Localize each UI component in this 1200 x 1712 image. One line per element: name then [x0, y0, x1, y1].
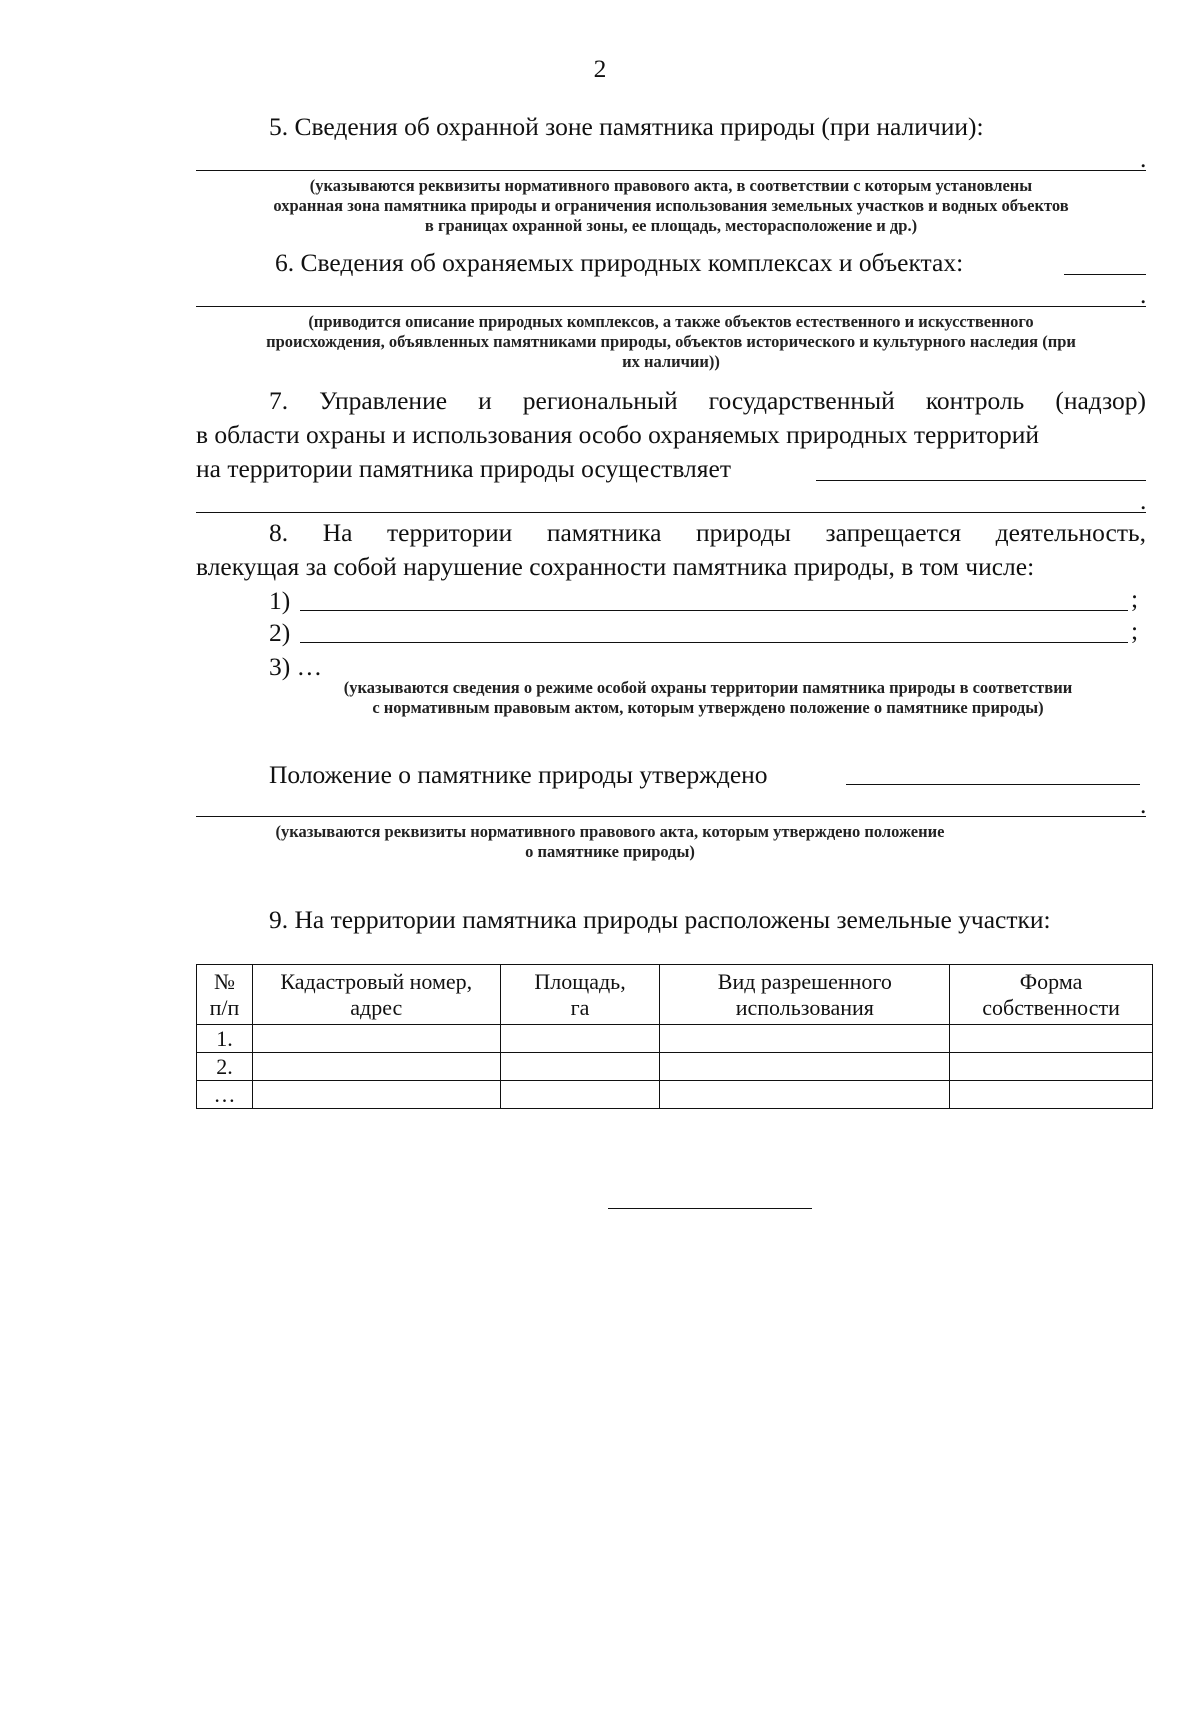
table-cell [950, 1025, 1153, 1053]
section-6-heading: 6. Сведения об охраняемых природных комплексах и объектах: [275, 248, 964, 277]
fill-line [300, 610, 1128, 611]
table-cell [252, 1025, 500, 1053]
note-line: происхождения, объявленных памятниками природы, объектов исторического и культурного наследия (при [266, 332, 1076, 351]
land-plots-table [196, 964, 1153, 1109]
table-header-row [197, 965, 1153, 1025]
table-cell [950, 1081, 1153, 1109]
table-cell: … [197, 1081, 253, 1109]
fill-line [1064, 274, 1146, 275]
table-cell: 2. [197, 1053, 253, 1081]
section-7-line: в области охраны и использования особо охраняемых природных территорий [196, 420, 1040, 449]
approval-text: Положение о памятнике природы утверждено [269, 760, 768, 789]
end-period: . [1140, 790, 1147, 819]
list-item-marker: 3) … [269, 652, 323, 681]
section-9-heading: 9. На территории памятника природы расположены земельные участки: [269, 905, 1051, 934]
fill-line [196, 816, 1146, 817]
header-area: Площадь, га [500, 965, 660, 1025]
header-ownership: Форма собственности [950, 965, 1153, 1025]
header-number: № п/п [197, 965, 253, 1025]
note-line: (указываются реквизиты нормативного правового акта, которым утверждено положение [275, 822, 945, 841]
table-cell [252, 1053, 500, 1081]
approval-note [230, 822, 990, 862]
fill-line [196, 170, 1146, 171]
item-semicolon: ; [1131, 584, 1139, 613]
list-item-marker: 2) [269, 618, 291, 647]
section-8-line: 8. На территории памятника природы запрещается деятельность, [269, 518, 1146, 547]
end-divider [608, 1208, 812, 1209]
section-7-line: 7. Управление и региональный государственный контроль (надзор) [269, 386, 1146, 415]
note-line: (указываются реквизиты нормативного правового акта, в соответствии с которым установлены [309, 176, 1033, 195]
fill-line [196, 512, 1146, 513]
table-row [197, 1081, 1153, 1109]
table-cell [660, 1053, 950, 1081]
section-8-note [270, 678, 1146, 718]
note-line: с нормативным правовым актом, которым утверждено положение о памятнике природы) [372, 698, 1044, 717]
note-line: их наличии)) [622, 352, 720, 371]
header-cadastral: Кадастровый номер, адрес [252, 965, 500, 1025]
note-line: охранная зона памятника природы и ограничения использования земельных участков и водных объектов [273, 196, 1069, 215]
table-cell [252, 1081, 500, 1109]
table-row [197, 1053, 1153, 1081]
table-cell [950, 1053, 1153, 1081]
note-line: (приводится описание природных комплексов, а также объектов естественного и искусственного [308, 312, 1034, 331]
table-cell [500, 1025, 660, 1053]
fill-line [300, 642, 1128, 643]
fill-line [846, 784, 1140, 785]
note-line: в границах охранной зоны, ее площадь, месторасположение и др.) [424, 216, 918, 235]
end-period: . [1140, 486, 1147, 515]
item-semicolon: ; [1131, 616, 1139, 645]
end-period: . [1140, 144, 1147, 173]
section-5-note [196, 176, 1146, 236]
note-line: о памятнике природы) [525, 842, 695, 861]
table-cell [660, 1081, 950, 1109]
header-usage: Вид разрешенного использования [660, 965, 950, 1025]
section-8-line: влекущая за собой нарушение сохранности памятника природы, в том числе: [196, 552, 1035, 581]
table-cell: 1. [197, 1025, 253, 1053]
note-line: (указываются сведения о режиме особой охраны территории памятника природы в соответствии [343, 678, 1073, 697]
end-period: . [1140, 280, 1147, 309]
table-cell [500, 1081, 660, 1109]
table-cell [660, 1025, 950, 1053]
list-item-marker: 1) [269, 586, 291, 615]
fill-line [196, 306, 1146, 307]
section-6-note [196, 312, 1146, 372]
section-7-line: на территории памятника природы осуществляет [196, 454, 731, 483]
section-5-heading: 5. Сведения об охранной зоне памятника природы (при наличии): [269, 112, 984, 141]
fill-line [816, 480, 1146, 481]
table-row [197, 1025, 1153, 1053]
table-cell [500, 1053, 660, 1081]
page-number: 2 [593, 54, 607, 83]
